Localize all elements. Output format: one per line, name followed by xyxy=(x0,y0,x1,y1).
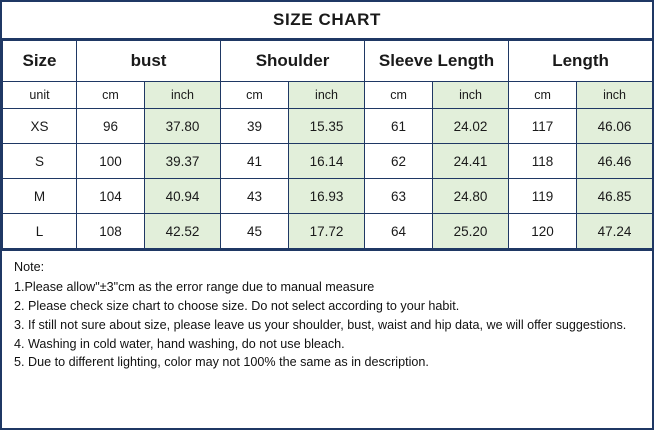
table-row xyxy=(3,144,653,179)
cell-sleeve-cm: 63 xyxy=(365,179,433,214)
table-header-row xyxy=(3,41,653,82)
notes-heading: Note: xyxy=(14,260,45,274)
unit-bust-inch: inch xyxy=(145,82,221,109)
cell-sleeve-inch: 24.02 xyxy=(433,109,509,144)
cell-size: L xyxy=(3,214,77,249)
cell-shoulder-cm: 43 xyxy=(221,179,289,214)
header-bust: bust xyxy=(77,41,221,82)
table-row xyxy=(3,179,653,214)
page-title: SIZE CHART xyxy=(273,10,381,29)
cell-shoulder-cm: 41 xyxy=(221,144,289,179)
cell-bust-inch: 40.94 xyxy=(145,179,221,214)
cell-bust-cm: 100 xyxy=(77,144,145,179)
title-bar xyxy=(2,2,652,40)
cell-size: M xyxy=(3,179,77,214)
cell-length-cm: 119 xyxy=(509,179,577,214)
cell-length-cm: 120 xyxy=(509,214,577,249)
cell-shoulder-inch: 17.72 xyxy=(289,214,365,249)
cell-size: S xyxy=(3,144,77,179)
table-unit-row xyxy=(3,82,653,109)
cell-bust-inch: 39.37 xyxy=(145,144,221,179)
cell-length-inch: 47.24 xyxy=(577,214,653,249)
cell-sleeve-cm: 64 xyxy=(365,214,433,249)
cell-length-cm: 117 xyxy=(509,109,577,144)
cell-length-cm: 118 xyxy=(509,144,577,179)
cell-sleeve-cm: 62 xyxy=(365,144,433,179)
unit-label: unit xyxy=(3,82,77,109)
unit-sleeve-cm: cm xyxy=(365,82,433,109)
note-line-5: 5. Due to different lighting, color may not 100% the same as in description. xyxy=(14,355,429,370)
cell-sleeve-inch: 25.20 xyxy=(433,214,509,249)
size-chart-table xyxy=(2,40,653,249)
note-line-2: 2. Please check size chart to choose size. Do not select according to your habit. xyxy=(14,298,460,313)
cell-shoulder-inch: 16.93 xyxy=(289,179,365,214)
unit-shoulder-cm: cm xyxy=(221,82,289,109)
cell-length-inch: 46.85 xyxy=(577,179,653,214)
cell-bust-cm: 108 xyxy=(77,214,145,249)
cell-bust-cm: 104 xyxy=(77,179,145,214)
cell-bust-inch: 37.80 xyxy=(145,109,221,144)
cell-size: XS xyxy=(3,109,77,144)
note-line-1: 1.Please allow"±3"cm as the error range due to manual measure xyxy=(14,279,375,294)
unit-length-cm: cm xyxy=(509,82,577,109)
header-shoulder: Shoulder xyxy=(221,41,365,82)
table-row xyxy=(3,109,653,144)
cell-sleeve-inch: 24.80 xyxy=(433,179,509,214)
unit-bust-cm: cm xyxy=(77,82,145,109)
cell-bust-inch: 42.52 xyxy=(145,214,221,249)
cell-sleeve-inch: 24.41 xyxy=(433,144,509,179)
cell-shoulder-cm: 45 xyxy=(221,214,289,249)
note-line-3: 3. If still not sure about size, please leave us your shoulder, bust, waist and hip data, we will offer suggestions. xyxy=(14,317,627,332)
unit-sleeve-inch: inch xyxy=(433,82,509,109)
note-line-4: 4. Washing in cold water, hand washing, do not use bleach. xyxy=(14,336,345,351)
header-size: Size xyxy=(3,41,77,82)
cell-shoulder-inch: 16.14 xyxy=(289,144,365,179)
cell-shoulder-cm: 39 xyxy=(221,109,289,144)
cell-length-inch: 46.46 xyxy=(577,144,653,179)
unit-length-inch: inch xyxy=(577,82,653,109)
unit-shoulder-inch: inch xyxy=(289,82,365,109)
cell-bust-cm: 96 xyxy=(77,109,145,144)
cell-shoulder-inch: 15.35 xyxy=(289,109,365,144)
cell-length-inch: 46.06 xyxy=(577,109,653,144)
notes-section xyxy=(2,249,652,395)
table-row xyxy=(3,214,653,249)
cell-sleeve-cm: 61 xyxy=(365,109,433,144)
header-length: Length xyxy=(509,41,653,82)
header-sleeve-length: Sleeve Length xyxy=(365,41,509,82)
